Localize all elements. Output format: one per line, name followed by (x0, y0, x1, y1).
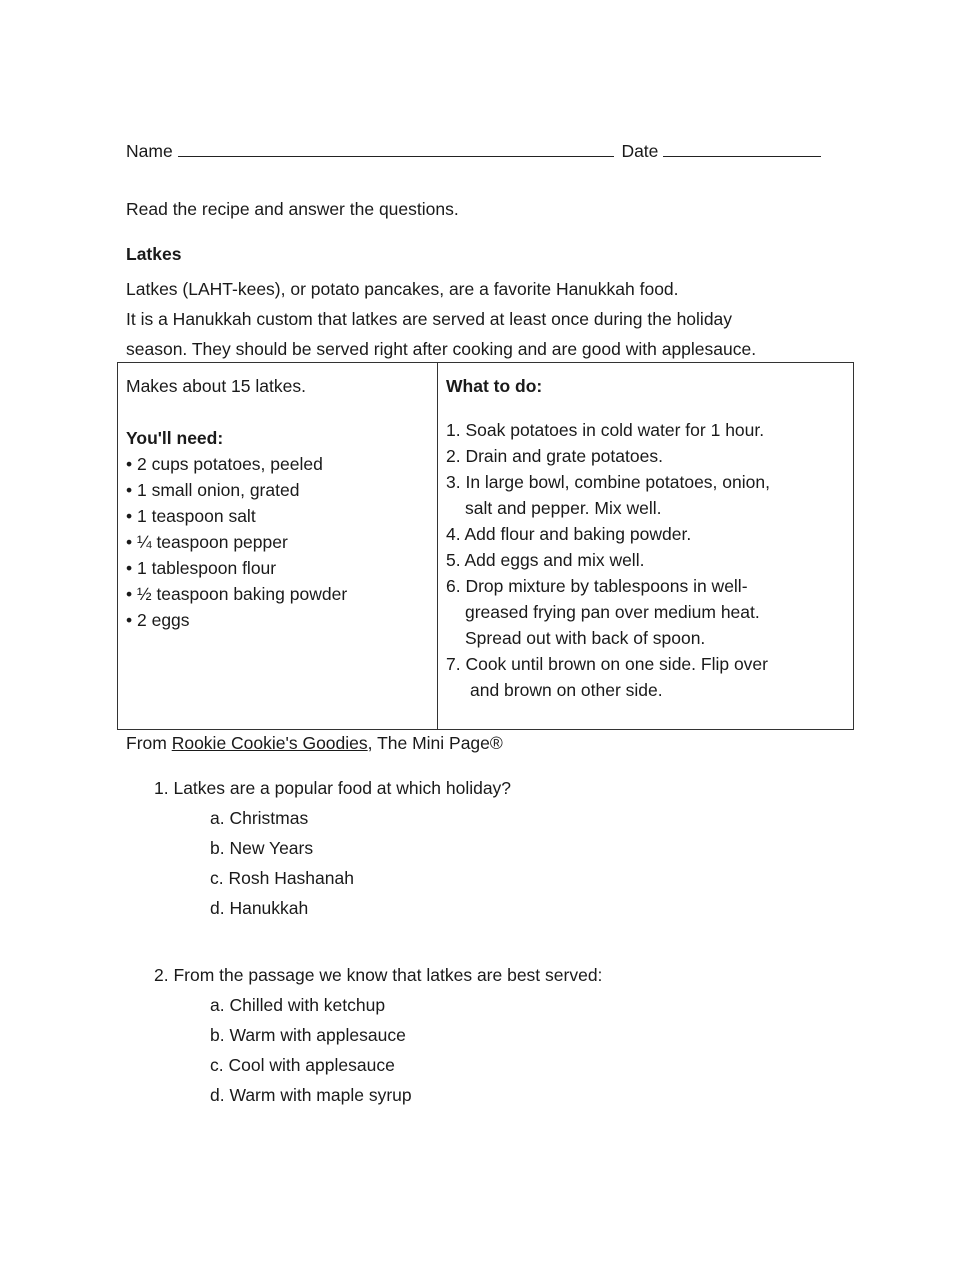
ingredient-item: • 2 eggs (126, 610, 190, 630)
answer-option[interactable]: b. Warm with applesauce (210, 1025, 406, 1045)
intro-line: season. They should be served right after cooking and are good with applesauce. (126, 339, 757, 359)
step-item: salt and pepper. Mix well. (465, 498, 662, 518)
ingredient-item: • ½ teaspoon baking powder (126, 584, 348, 604)
answer-option[interactable]: d. Hanukkah (210, 898, 309, 918)
step-item: 4. Add flour and baking powder. (446, 524, 692, 544)
step-item: and brown on other side. (470, 680, 663, 700)
ingredient-item: • 1 teaspoon salt (126, 506, 256, 526)
step-item: 5. Add eggs and mix well. (446, 550, 645, 570)
ingredient-item: • 2 cups potatoes, peeled (126, 454, 323, 474)
step-item: 2. Drain and grate potatoes. (446, 446, 663, 466)
step-item: 3. In large bowl, combine potatoes, onion, (446, 472, 770, 492)
source-book-title: Rookie Cookie's Goodies (171, 733, 368, 753)
instructions: Read the recipe and answer the questions. (126, 199, 459, 219)
date-label: Date (621, 141, 659, 161)
steps-heading: What to do: (446, 376, 543, 396)
source-suffix: , The Mini Page® (367, 733, 503, 753)
answer-option[interactable]: a. Chilled with ketchup (210, 995, 386, 1015)
ingredients-column (126, 373, 347, 633)
question-1 (154, 773, 511, 923)
question-text: 2. From the passage we know that latkes are best served: (154, 965, 603, 985)
recipe-box (117, 362, 854, 730)
intro-paragraph (126, 274, 756, 364)
name-field (126, 138, 821, 162)
steps-column (446, 373, 770, 703)
name-label: Name (126, 141, 173, 161)
ingredient-item: • 1 tablespoon flour (126, 558, 277, 578)
source-prefix: From (126, 733, 172, 753)
intro-line: Latkes (LAHT-kees), or potato pancakes, are a favorite Hanukkah food. (126, 279, 679, 299)
answer-option[interactable]: b. New Years (210, 838, 314, 858)
recipe-title: Latkes (126, 244, 182, 264)
answer-option[interactable]: c. Rosh Hashanah (210, 868, 354, 888)
answer-option[interactable]: c. Cool with applesauce (210, 1055, 395, 1075)
ingredient-item: • ¼ teaspoon pepper (126, 532, 288, 552)
step-item: Spread out with back of spoon. (465, 628, 706, 648)
column-divider (437, 363, 438, 729)
recipe-yield: Makes about 15 latkes. (126, 376, 306, 396)
name-blank[interactable] (178, 138, 614, 157)
date-blank[interactable] (663, 138, 821, 157)
intro-line: It is a Hanukkah custom that latkes are served at least once during the holiday (126, 309, 733, 329)
step-item: greased frying pan over medium heat. (465, 602, 760, 622)
answer-option[interactable]: d. Warm with maple syrup (210, 1085, 412, 1105)
step-item: 7. Cook until brown on one side. Flip over (446, 654, 768, 674)
answer-option[interactable]: a. Christmas (210, 808, 309, 828)
ingredients-heading: You'll need: (126, 428, 224, 448)
step-item: 1. Soak potatoes in cold water for 1 hour. (446, 420, 765, 440)
source-citation (126, 733, 503, 754)
ingredient-item: • 1 small onion, grated (126, 480, 300, 500)
step-item: 6. Drop mixture by tablespoons in well- (446, 576, 748, 596)
question-text: 1. Latkes are a popular food at which holiday? (154, 778, 512, 798)
question-2 (154, 960, 602, 1110)
